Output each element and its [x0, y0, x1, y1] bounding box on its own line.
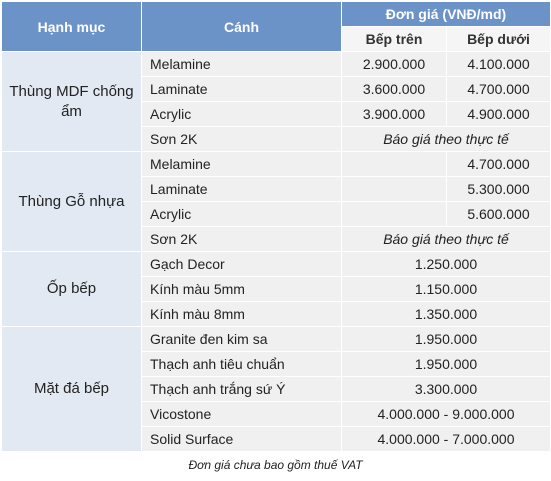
price-lower: 4.100.000: [447, 52, 551, 77]
header-price: Đơn giá (VNĐ/md): [342, 2, 551, 27]
price-lower: 4.700.000: [447, 152, 551, 177]
group-countertop: Mặt đá bếp: [2, 327, 142, 452]
price-lower: 4.900.000: [447, 102, 551, 127]
price-upper: 3.600.000: [342, 77, 447, 102]
door-cell: Laminate: [142, 77, 342, 102]
price-upper: 3.900.000: [342, 102, 447, 127]
door-cell: Thạch anh tiêu chuẩn: [142, 352, 342, 377]
price-cell: 1.250.000: [342, 252, 551, 277]
price-table: [1, 1, 551, 452]
door-cell: Granite đen kim sa: [142, 327, 342, 352]
door-cell: Melamine: [142, 52, 342, 77]
door-cell: Vicostone: [142, 402, 342, 427]
header-upper: Bếp trên: [342, 27, 447, 52]
header-door: Cánh: [142, 2, 342, 52]
door-cell: Kính màu 5mm: [142, 277, 342, 302]
door-cell: Thạch anh trắng sứ Ý: [142, 377, 342, 402]
price-upper: [342, 202, 447, 227]
door-cell: Acrylic: [142, 102, 342, 127]
price-lower: 4.700.000: [447, 77, 551, 102]
price-cell: 1.350.000: [342, 302, 551, 327]
price-cell: 1.150.000: [342, 277, 551, 302]
quote-cell: Báo giá theo thực tế: [342, 127, 551, 152]
quote-cell: Báo giá theo thực tế: [342, 227, 551, 252]
price-cell: 1.950.000: [342, 327, 551, 352]
door-cell: Laminate: [142, 177, 342, 202]
door-cell: Melamine: [142, 152, 342, 177]
price-cell: 4.000.000 - 9.000.000: [342, 402, 551, 427]
price-upper: [342, 177, 447, 202]
price-cell: 1.950.000: [342, 352, 551, 377]
price-cell: 4.000.000 - 7.000.000: [342, 427, 551, 452]
price-lower: 5.300.000: [447, 177, 551, 202]
group-mdf: Thùng MDF chống ẩm: [2, 52, 142, 152]
group-wood-plastic: Thùng Gỗ nhựa: [2, 152, 142, 252]
price-cell: 3.300.000: [342, 377, 551, 402]
door-cell: Sơn 2K: [142, 127, 342, 152]
door-cell: Solid Surface: [142, 427, 342, 452]
price-upper: 2.900.000: [342, 52, 447, 77]
header-category: Hạnh mục: [2, 2, 142, 52]
door-cell: Sơn 2K: [142, 227, 342, 252]
door-cell: Gạch Decor: [142, 252, 342, 277]
vat-note: Đơn giá chưa bao gồm thuế VAT: [188, 458, 363, 472]
header-lower: Bếp dưới: [447, 27, 551, 52]
group-backsplash: Ốp bếp: [2, 252, 142, 327]
price-lower: 5.600.000: [447, 202, 551, 227]
price-upper: [342, 152, 447, 177]
door-cell: Acrylic: [142, 202, 342, 227]
door-cell: Kính màu 8mm: [142, 302, 342, 327]
